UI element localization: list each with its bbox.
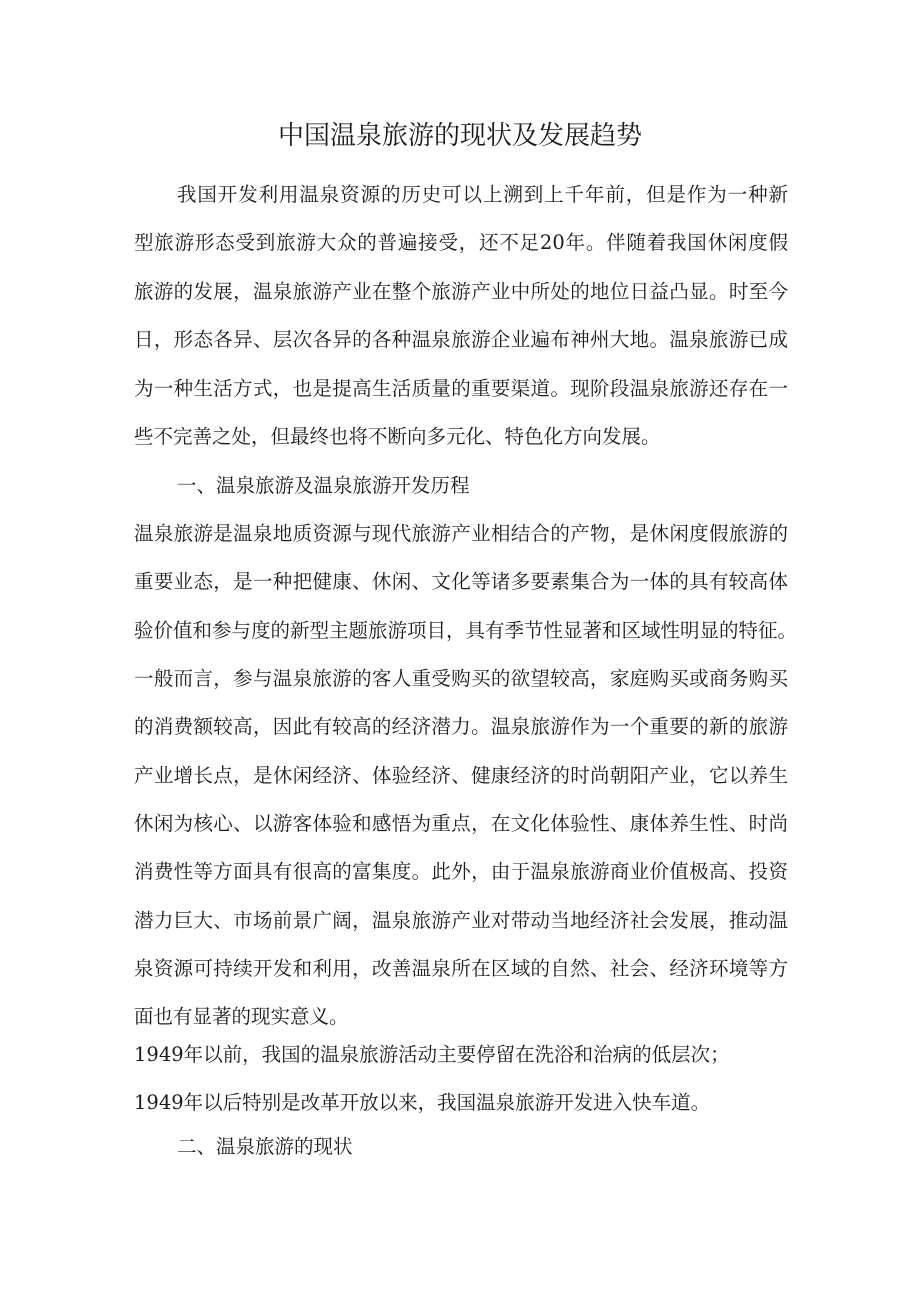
intro-line: 为一种生活方式，也是提高生活质量的重要渠道。现阶段温泉旅游还存在一 — [134, 377, 788, 400]
section1-line: 产业增长点，是休闲经济、体验经济、健康经济的时尚朝阳产业，它以养生 — [134, 764, 788, 787]
intro-line: 旅游的发展，温泉旅游产业在整个旅游产业中所处的地位日益凸显。时至今 — [134, 280, 788, 303]
history-before-1949: 1949年以前，我国的温泉旅游活动主要停留在洗浴和治病的低层次； — [134, 1043, 730, 1066]
section1-line: 消费性等方面具有很高的富集度。此外，由于温泉旅游商业价值极高、投资 — [134, 860, 788, 883]
document-title: 中国温泉旅游的现状及发展趋势 — [277, 121, 642, 151]
section1-line: 温泉旅游是温泉地质资源与现代旅游产业相结合的产物，是休闲度假旅游的 — [134, 522, 788, 545]
section1-line: 泉资源可持续开发和利用，改善温泉所在区域的自然、社会、经济环境等方 — [134, 957, 788, 980]
section1-line: 一般而言，参与温泉旅游的客人重受购买的欲望较高，家庭购买或商务购买 — [134, 667, 788, 690]
intro-line: 些不完善之处，但最终也将不断向多元化、特色化方向发展。 — [134, 425, 661, 448]
section-heading-1: 一、温泉旅游及温泉旅游开发历程 — [177, 474, 470, 497]
section1-line: 潜力巨大、市场前景广阔，温泉旅游产业对带动当地经济社会发展，推动温 — [134, 909, 788, 932]
section1-line: 面也有显著的现实意义。 — [134, 1005, 349, 1028]
history-after-1949: 1949年以后特别是改革开放以来，我国温泉旅游开发进入快车道。 — [134, 1091, 711, 1114]
intro-line: 日，形态各异、层次各异的各种温泉旅游企业遍布神州大地。温泉旅游已成 — [134, 328, 788, 351]
intro-line: 型旅游形态受到旅游大众的普遍接受，还不足20年。伴随着我国休闲度假 — [134, 231, 788, 254]
section1-line: 的消费额较高，因此有较高的经济潜力。温泉旅游作为一个重要的新的旅游 — [134, 715, 788, 738]
intro-line: 我国开发利用温泉资源的历史可以上溯到上千年前，但是作为一种新 — [177, 183, 788, 206]
section-heading-2: 二、温泉旅游的现状 — [177, 1135, 353, 1158]
section1-line: 重要业态，是一种把健康、休闲、文化等诸多要素集合为一体的具有较高体 — [134, 570, 788, 593]
section1-line: 休闲为核心、以游客体验和感悟为重点，在文化体验性、康体养生性、时尚 — [134, 812, 788, 835]
section1-line: 验价值和参与度的新型主题旅游项目，具有季节性显著和区域性明显的特征。 — [134, 619, 798, 642]
